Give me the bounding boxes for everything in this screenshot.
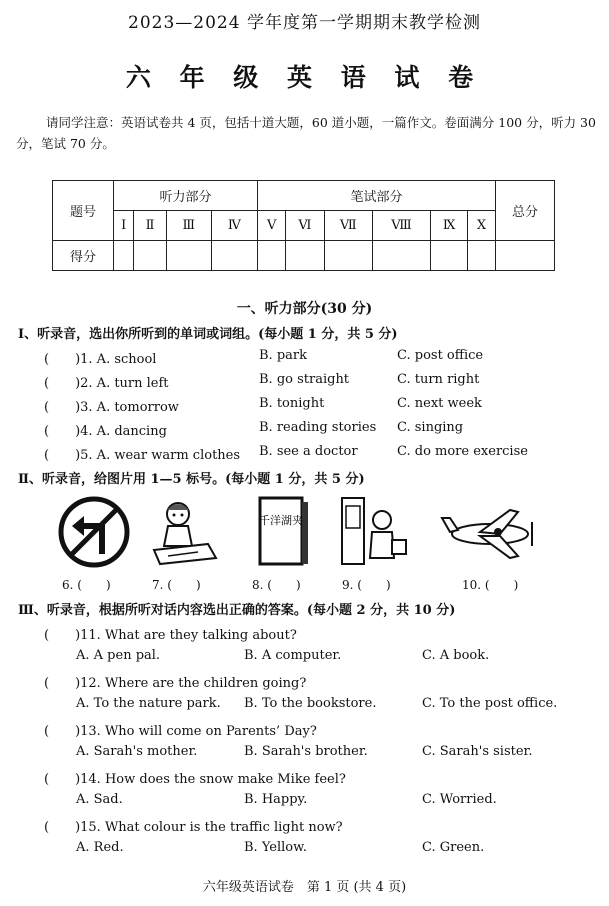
score-cell[interactable] — [286, 241, 324, 271]
score-cell[interactable] — [211, 241, 257, 271]
numeral-cell: Ⅴ — [258, 211, 286, 241]
airplane-image — [440, 496, 540, 568]
exam-title: 2023—2024 学年度第一学期期末教学检测 — [128, 13, 481, 33]
book-image — [248, 496, 320, 568]
total-score-cell[interactable] — [496, 241, 555, 271]
svg-text:千洋湖夹: 千洋湖夹 — [259, 514, 303, 527]
part1-question[interactable]: ( )3. A. tomorrow B. tonight C. next week — [44, 396, 482, 415]
numeral-cell: Ⅳ — [211, 211, 257, 241]
picture-answer-9[interactable]: 9. ( ) — [342, 578, 391, 592]
picture-answer-10[interactable]: 10. ( ) — [462, 578, 519, 592]
total-header: 总分 — [496, 181, 555, 241]
listening-header: 听力部分 — [114, 181, 258, 211]
part3-options[interactable]: A. Red. B. Yellow. C. Green. — [76, 840, 485, 855]
part3-options[interactable]: A. Sarah's mother. B. Sarah's brother. C. Sarah's sister. — [76, 744, 533, 759]
writing-header: 笔试部分 — [258, 181, 496, 211]
score-cell[interactable] — [324, 241, 372, 271]
part1-question[interactable]: ( )2. A. turn left B. go straight C. turn right — [44, 372, 480, 391]
part3-question[interactable]: ( )12. Where are the children going? — [44, 676, 307, 691]
part1-question[interactable]: ( )4. A. dancing B. reading stories C. singing — [44, 420, 464, 439]
part3-question[interactable]: ( )11. What are they talking about? — [44, 628, 297, 643]
numeral-cell: Ⅰ — [114, 211, 134, 241]
numeral-cell: Ⅶ — [324, 211, 372, 241]
score-row-label: 得分 — [53, 241, 114, 271]
listening-section-title: 一、听力部分(30 分) — [236, 301, 373, 317]
score-cell[interactable] — [114, 241, 134, 271]
score-cell[interactable] — [372, 241, 430, 271]
notice-text: 请同学注意：英语试卷共 4 页，包括十道大题，60 道小题，一篇作文。卷面满分 100 分，听力 30 分，笔试 70 分。 — [16, 115, 596, 151]
score-cell[interactable] — [431, 241, 468, 271]
part3-heading: Ⅲ、听录音，根据所听对话内容选出正确的答案。(每小题 2 分，共 10 分) — [18, 603, 456, 618]
part3-options[interactable]: A. To the nature park. B. To the bookstore. C. To the post office. — [76, 696, 558, 711]
part3-question[interactable]: ( )14. How does the snow make Mike feel? — [44, 772, 346, 787]
numeral-cell: Ⅹ — [468, 211, 496, 241]
part3-question[interactable]: ( )15. What colour is the traffic light now? — [44, 820, 343, 835]
score-cell[interactable] — [468, 241, 496, 271]
page-footer: 六年级英语试卷 第 1 页 (共 4 页) — [202, 880, 407, 895]
number-header: 题号 — [53, 181, 114, 241]
part3-question[interactable]: ( )13. Who will come on Parents’ Day? — [44, 724, 317, 739]
part3-options[interactable]: A. Sad. B. Happy. C. Worried. — [76, 792, 497, 807]
numeral-cell: Ⅸ — [431, 211, 468, 241]
part3-options[interactable]: A. A pen pal. B. A computer. C. A book. — [76, 648, 490, 663]
boy-drawing-image — [148, 496, 220, 568]
score-cell[interactable] — [134, 241, 167, 271]
numeral-cell: Ⅲ — [166, 211, 211, 241]
part1-question[interactable]: ( )1. A. school B. park C. post office — [44, 348, 484, 367]
no-left-turn-sign-image — [58, 496, 130, 568]
picture-answer-6[interactable]: 6. ( ) — [62, 578, 111, 592]
numeral-cell: Ⅱ — [134, 211, 167, 241]
part2-heading: Ⅱ、听录音，给图片用 1—5 标号。(每小题 1 分，共 5 分) — [18, 472, 365, 487]
part1-question[interactable]: ( )5. A. wear warm clothes B. see a doctor C. do more exercise — [44, 444, 528, 463]
numeral-cell: Ⅷ — [372, 211, 430, 241]
paper-title: 六 年 级 英 语 试 卷 — [125, 63, 484, 92]
score-cell[interactable] — [166, 241, 211, 271]
person-at-doorway-image — [338, 496, 410, 568]
picture-answer-7[interactable]: 7. ( ) — [152, 578, 201, 592]
picture-answer-8[interactable]: 8. ( ) — [252, 578, 301, 592]
score-cell[interactable] — [258, 241, 286, 271]
numeral-cell: Ⅵ — [286, 211, 324, 241]
score-table — [52, 180, 555, 271]
part1-heading: Ⅰ、听录音，选出你所听到的单词或词组。(每小题 1 分，共 5 分) — [18, 327, 398, 342]
